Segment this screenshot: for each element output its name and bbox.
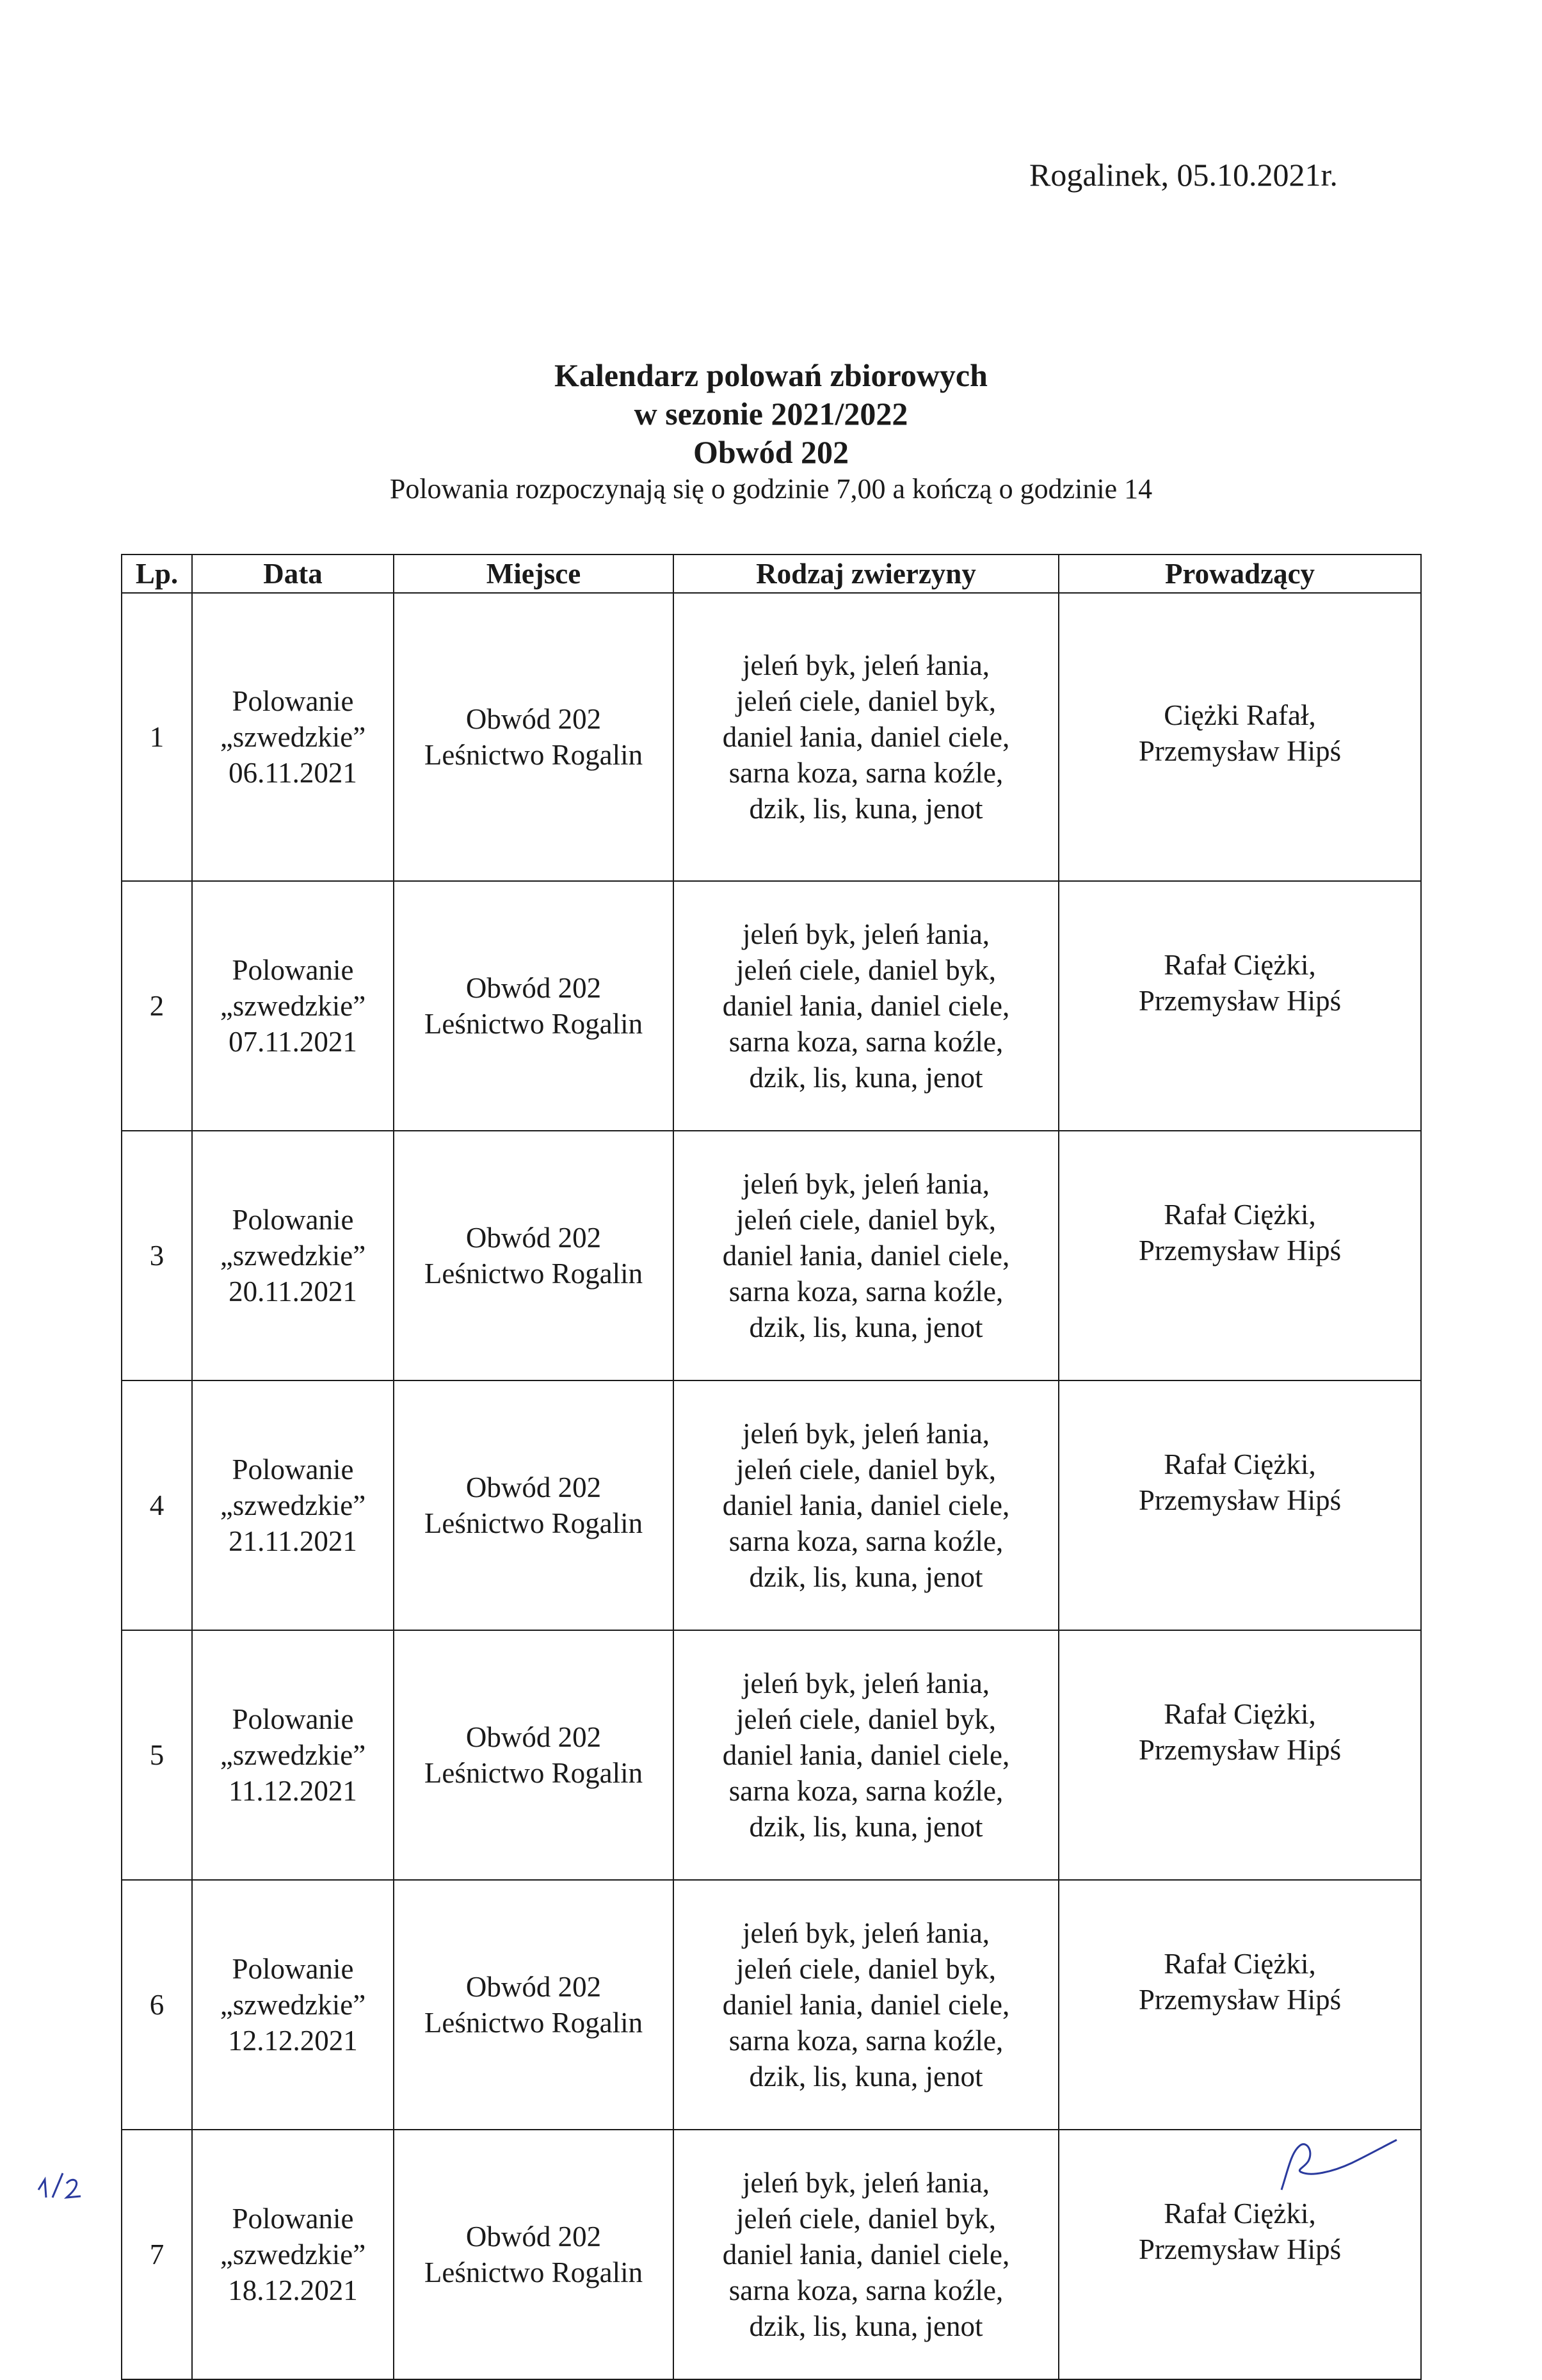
- cell-game-type: [673, 1380, 1059, 1630]
- cell-game-type: [673, 1630, 1059, 1880]
- cell-leader-line: Przemysław Hipś: [1138, 1235, 1342, 1267]
- cell-leader-line: Przemysław Hipś: [1138, 735, 1342, 767]
- cell-game-type-line: dzik, lis, kuna, jenot: [749, 1561, 983, 1593]
- cell-place: [394, 1630, 673, 1880]
- cell-place-line: Leśnictwo Rogalin: [424, 2256, 643, 2288]
- cell-game-type-line: dzik, lis, kuna, jenot: [749, 793, 983, 825]
- cell-game-type-line: daniel łania, daniel ciele,: [722, 1489, 1010, 1521]
- cell-date-line: „szwedzkie”: [220, 1240, 366, 1272]
- table-row: [122, 1880, 1421, 2130]
- document-heading: [0, 356, 1542, 507]
- cell-game-type-line: dzik, lis, kuna, jenot: [749, 1062, 983, 1094]
- cell-game-type-line: jeleń ciele, daniel byk,: [735, 1703, 997, 1735]
- cell-place-line: Obwód 202: [465, 1471, 602, 1503]
- hunt-calendar-table: [121, 554, 1422, 2380]
- cell-game-type-line: jeleń ciele, daniel byk,: [735, 954, 997, 986]
- cell-lp: 7: [122, 2130, 192, 2379]
- cell-game-type-line: dzik, lis, kuna, jenot: [749, 1811, 983, 1843]
- cell-leader-line: Rafał Ciężki,: [1164, 949, 1316, 981]
- cell-game-type-line: sarna koza, sarna koźle,: [728, 1775, 1004, 1807]
- signature-mark: [1262, 2132, 1409, 2196]
- cell-lp: 1: [122, 593, 192, 881]
- cell-leader: [1059, 1630, 1421, 1880]
- cell-leader-line: Przemysław Hipś: [1138, 1984, 1342, 2016]
- cell-place-line: Leśnictwo Rogalin: [424, 2007, 643, 2039]
- cell-game-type-line: daniel łania, daniel ciele,: [722, 990, 1010, 1022]
- cell-place-line: Leśnictwo Rogalin: [424, 1258, 643, 1290]
- cell-date-line: 21.11.2021: [229, 1525, 357, 1557]
- cell-game-type: [673, 881, 1059, 1131]
- cell-place: [394, 881, 673, 1131]
- header-date: Data: [192, 555, 394, 593]
- cell-place-line: Leśnictwo Rogalin: [424, 739, 643, 771]
- table-row: [122, 1380, 1421, 1630]
- cell-place: [394, 593, 673, 881]
- document-title: Kalendarz polowań zbiorowych: [554, 357, 988, 393]
- cell-lp: 2: [122, 881, 192, 1131]
- cell-date-line: Polowanie: [232, 1953, 354, 1985]
- cell-game-type-line: daniel łania, daniel ciele,: [722, 721, 1010, 753]
- cell-leader-line: Przemysław Hipś: [1138, 1734, 1342, 1766]
- season-line: w sezonie 2021/2022: [634, 396, 908, 432]
- cell-date-line: 07.11.2021: [229, 1026, 357, 1058]
- cell-leader-line: Rafał Ciężki,: [1164, 1948, 1316, 1980]
- cell-date: [192, 1380, 394, 1630]
- cell-date: [192, 1880, 394, 2130]
- cell-date-line: 06.11.2021: [229, 757, 357, 789]
- cell-date-line: „szwedzkie”: [220, 1489, 366, 1521]
- cell-leader-line: Rafał Ciężki,: [1164, 2198, 1316, 2230]
- cell-lp: 4: [122, 1380, 192, 1630]
- cell-leader: [1059, 1380, 1421, 1630]
- cell-game-type: [673, 1880, 1059, 2130]
- cell-game-type-line: sarna koza, sarna koźle,: [728, 1275, 1004, 1307]
- cell-game-type-line: jeleń byk, jeleń łania,: [742, 649, 990, 681]
- cell-leader-line: Rafał Ciężki,: [1164, 1199, 1316, 1231]
- cell-leader: [1059, 1131, 1421, 1380]
- cell-game-type-line: jeleń byk, jeleń łania,: [742, 2167, 990, 2199]
- cell-game-type-line: dzik, lis, kuna, jenot: [749, 2060, 983, 2093]
- table-row: [122, 593, 1421, 881]
- cell-place-line: Leśnictwo Rogalin: [424, 1507, 643, 1539]
- cell-game-type-line: dzik, lis, kuna, jenot: [749, 2310, 983, 2342]
- cell-date-line: Polowanie: [232, 1703, 354, 1735]
- cell-game-type: [673, 593, 1059, 881]
- cell-leader-line: Przemysław Hipś: [1138, 2233, 1342, 2265]
- cell-leader-line: Rafał Ciężki,: [1164, 1698, 1316, 1730]
- cell-date-line: „szwedzkie”: [220, 2238, 366, 2271]
- table-row: [122, 2130, 1421, 2379]
- cell-lp: 6: [122, 1880, 192, 2130]
- cell-leader: [1059, 881, 1421, 1131]
- cell-game-type-line: dzik, lis, kuna, jenot: [749, 1311, 983, 1343]
- cell-game-type-line: daniel łania, daniel ciele,: [722, 1240, 1010, 1272]
- cell-lp: 3: [122, 1131, 192, 1380]
- cell-game-type-line: daniel łania, daniel ciele,: [722, 1739, 1010, 1771]
- cell-date-line: 18.12.2021: [228, 2274, 358, 2306]
- cell-leader-line: Rafał Ciężki,: [1164, 1448, 1316, 1480]
- table-row: [122, 1630, 1421, 1880]
- table-header-row: [122, 555, 1421, 593]
- cell-date: [192, 1131, 394, 1380]
- header-game-type: Rodzaj zwierzyny: [673, 555, 1059, 593]
- cell-place-line: Obwód 202: [465, 1721, 602, 1753]
- table-row: [122, 1131, 1421, 1380]
- cell-place: [394, 2130, 673, 2379]
- cell-game-type: [673, 1131, 1059, 1380]
- cell-leader-line: Przemysław Hipś: [1138, 985, 1342, 1017]
- header-lp: Lp.: [122, 555, 192, 593]
- cell-leader: [1059, 593, 1421, 881]
- cell-place: [394, 1131, 673, 1380]
- cell-date-line: Polowanie: [232, 2203, 354, 2235]
- cell-leader: [1059, 1880, 1421, 2130]
- cell-place-line: Obwód 202: [465, 2221, 602, 2253]
- cell-game-type-line: sarna koza, sarna koźle,: [728, 1026, 1004, 1058]
- header-leader: Prowadzący: [1059, 555, 1421, 593]
- cell-date-line: Polowanie: [232, 1204, 354, 1236]
- cell-place-line: Obwód 202: [465, 1971, 602, 2003]
- cell-game-type-line: jeleń ciele, daniel byk,: [735, 1204, 997, 1236]
- cell-lp: 5: [122, 1630, 192, 1880]
- cell-game-type-line: jeleń byk, jeleń łania,: [742, 918, 990, 950]
- cell-date-line: 20.11.2021: [229, 1275, 357, 1307]
- cell-game-type-line: sarna koza, sarna koźle,: [728, 2274, 1004, 2306]
- page-number-mark: [33, 2164, 84, 2200]
- cell-leader-line: Ciężki Rafał,: [1164, 699, 1316, 731]
- cell-date-line: 12.12.2021: [228, 2025, 358, 2057]
- cell-game-type-line: sarna koza, sarna koźle,: [728, 1525, 1004, 1557]
- cell-place-line: Obwód 202: [465, 703, 602, 735]
- cell-date: [192, 1630, 394, 1880]
- cell-game-type-line: jeleń byk, jeleń łania,: [742, 1917, 990, 1949]
- cell-place-line: Leśnictwo Rogalin: [424, 1757, 643, 1789]
- cell-date: [192, 881, 394, 1131]
- cell-place-line: Leśnictwo Rogalin: [424, 1008, 643, 1040]
- cell-game-type-line: daniel łania, daniel ciele,: [722, 2238, 1010, 2271]
- cell-game-type-line: daniel łania, daniel ciele,: [722, 1989, 1010, 2021]
- cell-date: [192, 593, 394, 881]
- cell-leader-line: Przemysław Hipś: [1138, 1484, 1342, 1516]
- cell-game-type-line: jeleń byk, jeleń łania,: [742, 1667, 990, 1699]
- cell-game-type-line: jeleń ciele, daniel byk,: [735, 685, 997, 717]
- cell-place-line: Obwód 202: [465, 1222, 602, 1254]
- cell-game-type-line: jeleń ciele, daniel byk,: [735, 1953, 997, 1985]
- header-place: Miejsce: [394, 555, 673, 593]
- cell-date-line: Polowanie: [232, 685, 354, 717]
- table-body: [122, 593, 1421, 2379]
- cell-date: [192, 2130, 394, 2379]
- cell-date-line: „szwedzkie”: [220, 1989, 366, 2021]
- cell-date-line: „szwedzkie”: [220, 1739, 366, 1771]
- cell-game-type: [673, 2130, 1059, 2379]
- district-line: Obwód 202: [693, 434, 849, 470]
- cell-date-line: Polowanie: [232, 1453, 354, 1485]
- cell-date-line: „szwedzkie”: [220, 990, 366, 1022]
- cell-date-line: Polowanie: [232, 954, 354, 986]
- place-date: Rogalinek, 05.10.2021r.: [1029, 157, 1338, 193]
- cell-game-type-line: jeleń byk, jeleń łania,: [742, 1418, 990, 1450]
- cell-place: [394, 1380, 673, 1630]
- cell-place: [394, 1880, 673, 2130]
- cell-date-line: 11.12.2021: [229, 1775, 357, 1807]
- cell-game-type-line: sarna koza, sarna koźle,: [728, 757, 1004, 789]
- cell-game-type-line: jeleń ciele, daniel byk,: [735, 2203, 997, 2235]
- cell-game-type-line: sarna koza, sarna koźle,: [728, 2025, 1004, 2057]
- cell-date-line: „szwedzkie”: [220, 721, 366, 753]
- hours-note: Polowania rozpoczynają się o godzinie 7,00 a kończą o godzinie 14: [389, 473, 1153, 505]
- cell-game-type-line: jeleń ciele, daniel byk,: [735, 1453, 997, 1485]
- cell-place-line: Obwód 202: [465, 972, 602, 1004]
- table-row: [122, 881, 1421, 1131]
- cell-game-type-line: jeleń byk, jeleń łania,: [742, 1168, 990, 1200]
